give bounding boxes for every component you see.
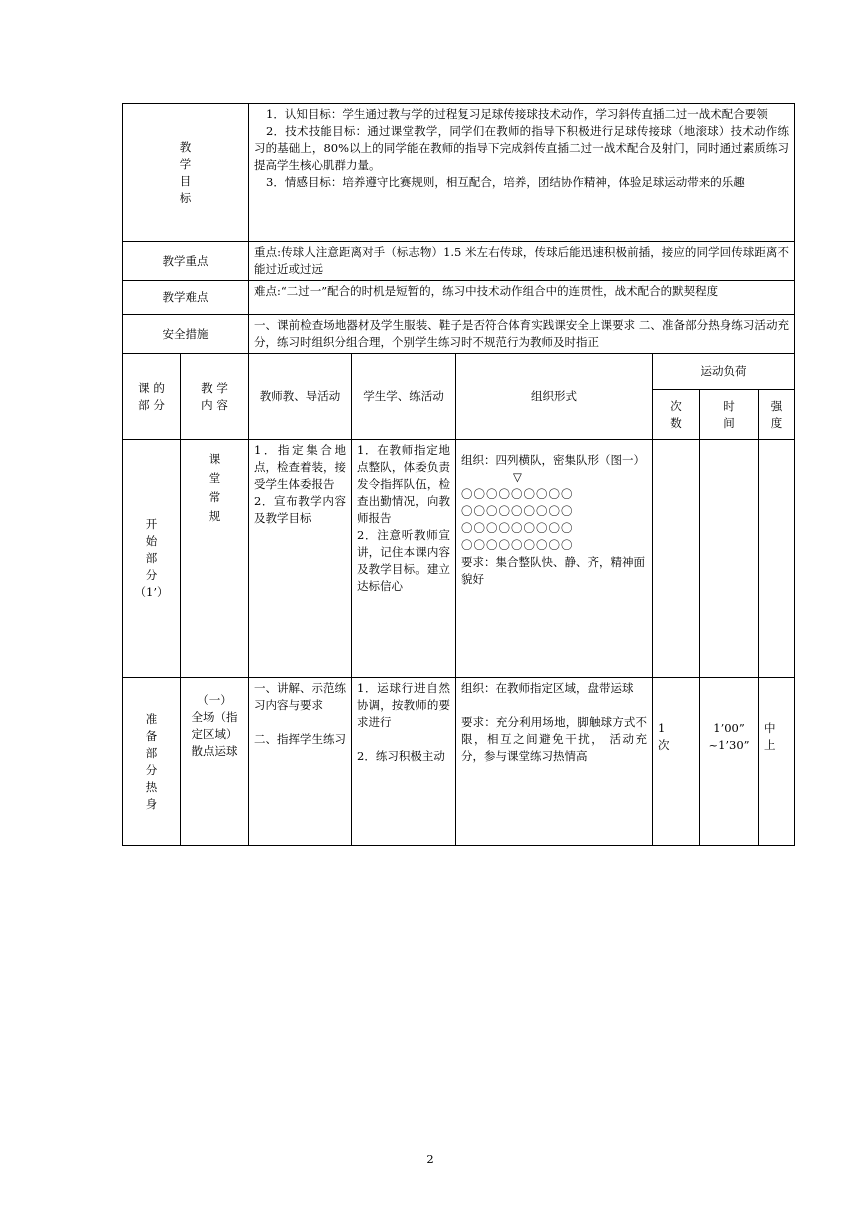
table-row-warmup bbox=[123, 678, 795, 846]
header-section: 课 的 部 分 bbox=[123, 354, 181, 440]
safety-row bbox=[123, 315, 795, 354]
start-org-intro: 组织：四列横队，密集队形（图一） bbox=[461, 453, 645, 467]
teacher-position-symbol: ▽ bbox=[513, 470, 522, 484]
start-organization bbox=[456, 440, 653, 678]
key-points-text: 重点:传球人注意距离对手（标志物）1.5 米左右传球，传球后能迅速积极前插，接应的同学回传球距离不能过近或过远 bbox=[249, 242, 795, 281]
warmup-content: （一） 全场（指定区域）散点运球 bbox=[181, 678, 249, 846]
formation-row-1: 〇〇〇〇〇〇〇〇〇 bbox=[461, 487, 574, 501]
start-intensity bbox=[759, 440, 795, 678]
warmup-duration: 1’00” ~1’30” bbox=[700, 678, 759, 846]
header-organization: 组织形式 bbox=[456, 354, 653, 440]
warmup-intensity: 中 上 bbox=[759, 678, 795, 846]
header-student: 学生学、练活动 bbox=[352, 354, 456, 440]
formation-row-2: 〇〇〇〇〇〇〇〇〇 bbox=[461, 504, 574, 518]
start-org-requirement: 要求：集合整队快、静、齐，精神面貌好 bbox=[461, 555, 645, 586]
header-duration: 时 间 bbox=[700, 390, 759, 440]
difficulties-row bbox=[123, 281, 795, 315]
objectives-label: 教 学 目 标 bbox=[123, 104, 249, 242]
table-header-row-1 bbox=[123, 354, 795, 390]
warmup-section-label: 准 备 部 分 热 身 bbox=[123, 678, 181, 846]
safety-text: 一、课前检查场地器材及学生服装、鞋子是否符合体育实践课安全上课要求 二、准备部分热身练习活动充分，练习时组织分组合理，个别学生练习时不规范行为教师及时指正 bbox=[249, 315, 795, 354]
start-section-label: 开 始 部 分 （1’） bbox=[123, 440, 181, 678]
difficulties-label: 教学难点 bbox=[123, 281, 249, 315]
table-row-start bbox=[123, 440, 795, 678]
start-student-activity: 1．在教师指定地点整队，体委负责发令指挥队伍，检查出勤情况，向教师报告 2．注意听教师宣讲，记住本课内容及教学目标。建立达标信心 bbox=[352, 440, 456, 678]
formation-row-4: 〇〇〇〇〇〇〇〇〇 bbox=[461, 538, 574, 552]
header-teacher: 教师教、导活动 bbox=[249, 354, 352, 440]
header-content: 教 学 内 容 bbox=[181, 354, 249, 440]
page-number: 2 bbox=[426, 1152, 434, 1166]
start-content: 课 堂 常 规 bbox=[181, 440, 249, 678]
formation-row-3: 〇〇〇〇〇〇〇〇〇 bbox=[461, 521, 574, 535]
safety-label: 安全措施 bbox=[123, 315, 249, 354]
start-duration bbox=[700, 440, 759, 678]
objective-skill: 2．技术技能目标：通过课堂教学，同学们在教师的指导下积极进行足球传接球（地滚球）技术动作练习的基础上，80%以上的同学能在教师的指导下完成斜传直插二过一战术配合及射门，同时通过素质练习提高学生核心肌群力量。 bbox=[254, 124, 789, 172]
key-points-row bbox=[123, 242, 795, 281]
lesson-plan-table bbox=[122, 103, 795, 846]
objective-affective: 3．情感目标：培养遵守比赛规则，相互配合，培养，团结协作精神，体验足球运动带来的乐趣 bbox=[266, 175, 745, 189]
header-intensity: 强 度 bbox=[759, 390, 795, 440]
objectives-content bbox=[249, 104, 795, 242]
start-teacher-activity: 1．指定集合地点，检查着装，接受学生体委报告 2．宣布教学内容及教学目标 bbox=[249, 440, 352, 678]
warmup-teacher-activity: 一、讲解、示范练习内容与要求 二、指挥学生练习 bbox=[249, 678, 352, 846]
warmup-times: 1 次 bbox=[653, 678, 700, 846]
warmup-organization: 组织：在教师指定区域，盘带运球 要求：充分利用场地，脚触球方式不限，相互之间避免干扰， 活动充分，参与课堂练习热情高 bbox=[456, 678, 653, 846]
objective-cognitive: 1．认知目标：学生通过教与学的过程复习足球传接球技术动作，学习斜传直插二过一战术配合要领 bbox=[266, 107, 768, 121]
start-times bbox=[653, 440, 700, 678]
header-times: 次 数 bbox=[653, 390, 700, 440]
key-points-label: 教学重点 bbox=[123, 242, 249, 281]
difficulties-text: 难点:“二过一”配合的时机是短暂的，练习中技术动作组合中的连贯性，战术配合的默契程度 bbox=[249, 281, 795, 315]
objectives-row bbox=[123, 104, 795, 242]
header-load: 运动负荷 bbox=[653, 354, 795, 390]
warmup-student-activity: 1．运球行进自然协调，按教师的要求进行 2．练习积极主动 bbox=[352, 678, 456, 846]
